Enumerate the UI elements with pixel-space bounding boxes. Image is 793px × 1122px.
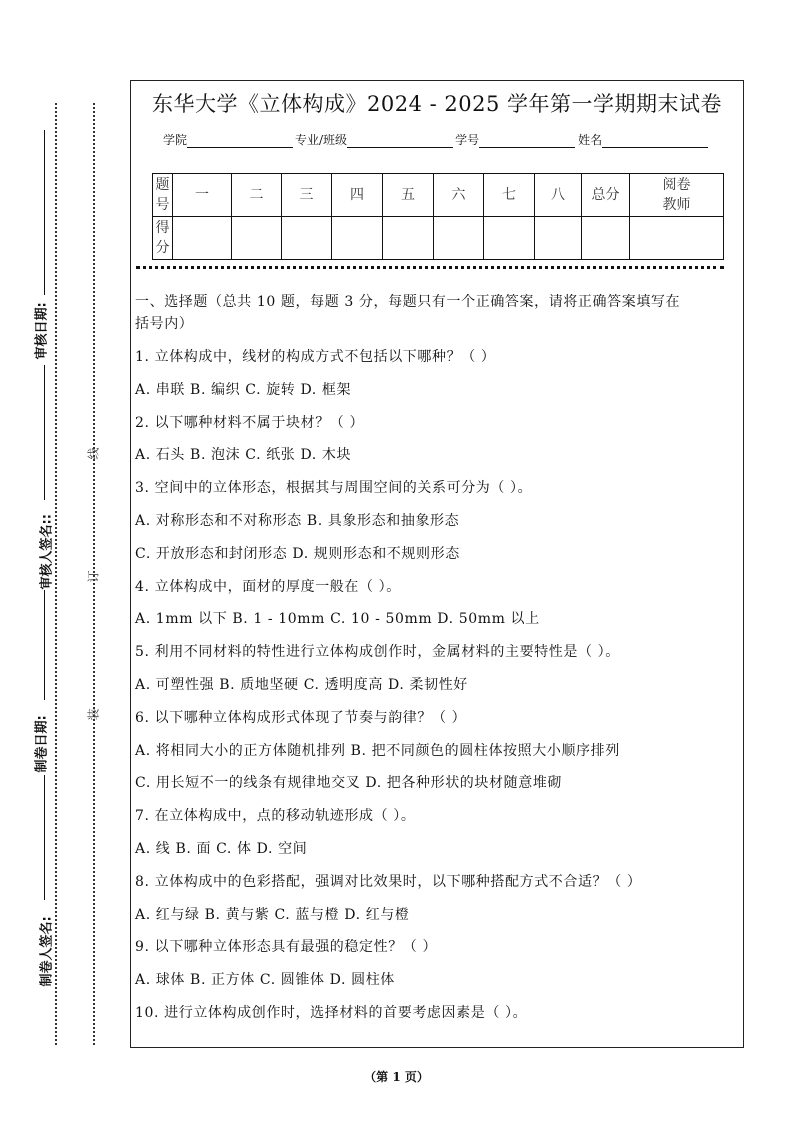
score-cell[interactable] xyxy=(173,217,232,260)
question-options: A. 1mm 以下 B. 1 - 10mm C. 10 - 50mm D. 50mm 以上 xyxy=(135,611,540,628)
question-options: A. 红与绿 B. 黄与紫 C. 蓝与橙 D. 红与橙 xyxy=(135,906,410,923)
section-divider xyxy=(136,266,724,269)
score-cell[interactable] xyxy=(232,217,282,260)
question-stem: 6. 以下哪种立体构成形式体现了节奏与韵律？（ ） xyxy=(135,709,467,726)
page-number: （第 1 页） xyxy=(364,1070,429,1084)
signature-line xyxy=(44,130,45,295)
review-date-label: 审核日期: xyxy=(34,302,50,360)
question-stem: 1. 立体构成中，线材的构成方式不包括以下哪种？（ ） xyxy=(135,349,496,365)
header-cell: 七 xyxy=(484,174,535,217)
question-options: A. 对称形态和不对称形态 B. 具象形态和抽象形态 xyxy=(135,513,460,529)
binding-mark-staple: 订 xyxy=(86,570,101,583)
section-heading-line-1: 一、选择题（总共 10 题，每题 3 分，每题只有一个正确答案，请将正确答案填写在 xyxy=(135,294,681,310)
question-options: A. 将相同大小的正方体随机排列 B. 把不同颜色的圆柱体按照大小顺序排列 xyxy=(135,742,620,759)
score-cell[interactable] xyxy=(484,217,535,260)
header-cell: 八 xyxy=(535,174,582,217)
header-cell: 三 xyxy=(282,174,332,217)
compiler-signature-label: 制卷人签名: xyxy=(39,916,55,987)
major-class-label: 专业/班级 xyxy=(295,133,348,147)
header-cell: 阅卷教师 xyxy=(630,174,724,217)
question-options: A. 石头 B. 泡沫 C. 纸张 D. 木块 xyxy=(135,447,352,464)
question-options: A. 可塑性强 B. 质地坚硬 C. 透明度高 D. 柔韧性好 xyxy=(135,677,468,693)
question-options: C. 用长短不一的线条有规律地交叉 D. 把各种形状的块材随意堆砌 xyxy=(135,775,562,792)
question-options: A. 串联 B. 编织 C. 旋转 D. 框架 xyxy=(135,381,352,398)
question-stem: 2. 以下哪种材料不属于块材？（ ） xyxy=(135,414,365,431)
college-field[interactable] xyxy=(187,133,293,148)
header-cell: 一 xyxy=(173,174,232,217)
binding-mark-bind: 装 xyxy=(86,708,101,721)
score-cell[interactable] xyxy=(582,217,630,260)
name-label: 姓名 xyxy=(578,133,603,147)
signature-line xyxy=(44,775,45,900)
question-stem: 8. 立体构成中的色彩搭配，强调对比效果时，以下哪种搭配方式不合适？（ ） xyxy=(135,873,642,890)
signature-line xyxy=(44,590,45,700)
question-options: C. 开放形态和封闭形态 D. 规则形态和不规则形态 xyxy=(135,545,460,562)
reviewer-signature-label: 审核人签名:: xyxy=(39,514,55,590)
binding-mark-line: 线 xyxy=(86,447,101,460)
question-stem: 10. 进行立体构成创作时，选择材料的首要考虑因素是（ ）。 xyxy=(135,1005,528,1021)
question-options: A. 线 B. 面 C. 体 D. 空间 xyxy=(135,841,308,857)
section-heading-line-2: 括号内） xyxy=(135,316,194,332)
header-cell: 题号 xyxy=(153,174,173,217)
score-table-score-row xyxy=(153,217,724,260)
score-cell[interactable] xyxy=(630,217,724,260)
score-cell[interactable] xyxy=(535,217,582,260)
score-table xyxy=(152,173,724,260)
score-cell[interactable] xyxy=(383,217,434,260)
question-stem: 3. 空间中的立体形态，根据其与周围空间的关系可分为（ ）。 xyxy=(135,480,533,497)
question-stem: 9. 以下哪种立体形态具有最强的稳定性？（ ） xyxy=(135,939,438,956)
college-label: 学院 xyxy=(163,133,188,147)
header-cell: 二 xyxy=(232,174,282,217)
signature-line xyxy=(44,365,45,500)
header-cell: 四 xyxy=(332,174,383,217)
score-table-header-row xyxy=(153,174,724,217)
binding-dotted-line-outer xyxy=(55,103,57,1045)
exam-title: 东华大学《立体构成》2024 - 2025 学年第一学期期末试卷 xyxy=(151,92,722,116)
header-cell: 六 xyxy=(434,174,484,217)
compile-date-label: 制卷日期: xyxy=(34,715,50,773)
student-id-label: 学号 xyxy=(455,133,480,147)
header-cell: 五 xyxy=(383,174,434,217)
question-options: A. 球体 B. 正方体 C. 圆锥体 D. 圆柱体 xyxy=(135,972,395,989)
header-cell: 总分 xyxy=(582,174,630,217)
student-info-row xyxy=(163,131,710,148)
question-stem: 5. 利用不同材料的特性进行立体构成创作时，金属材料的主要特性是（ ）。 xyxy=(135,644,620,661)
score-cell[interactable] xyxy=(434,217,484,260)
score-cell[interactable] xyxy=(282,217,332,260)
student-id-field[interactable] xyxy=(479,133,575,148)
major-class-field[interactable] xyxy=(347,133,453,148)
score-row-label: 得分 xyxy=(153,217,173,260)
score-cell[interactable] xyxy=(332,217,383,260)
question-stem: 7. 在立体构成中，点的移动轨迹形成（ ）。 xyxy=(135,808,416,825)
question-stem: 4. 立体构成中，面材的厚度一般在（ ）。 xyxy=(135,578,401,595)
name-field[interactable] xyxy=(602,133,708,148)
